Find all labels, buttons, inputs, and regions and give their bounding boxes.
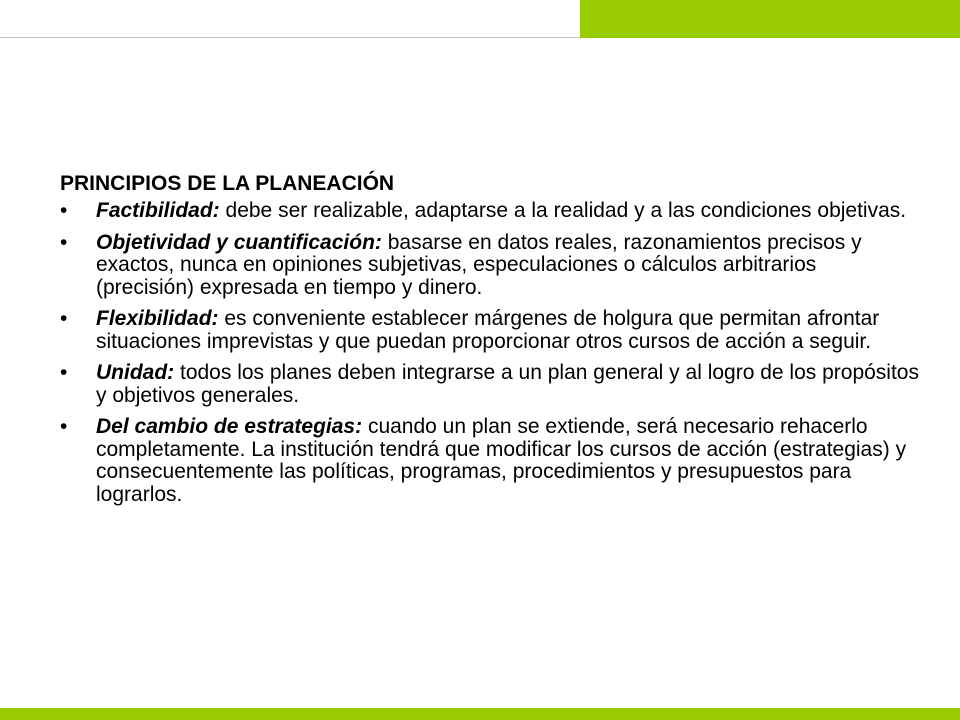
bottom-accent-bar	[0, 708, 960, 720]
bullet-icon: •	[60, 230, 68, 254]
principle-term: Del cambio de estrategias:	[96, 415, 363, 438]
list-item-cambio-estrategias	[60, 416, 920, 506]
list-item-unidad	[60, 362, 920, 407]
principle-term: Objetividad y cuantificación:	[96, 230, 382, 254]
principles-list	[60, 200, 920, 506]
slide-content	[60, 170, 920, 515]
bullet-icon: •	[60, 361, 68, 384]
list-item-flexibilidad	[60, 308, 920, 353]
principle-term: Flexibilidad:	[96, 307, 219, 330]
top-divider-line	[0, 37, 580, 38]
slide-title: PRINCIPIOS DE LA PLANEACIÓN	[60, 172, 395, 195]
list-item-factibilidad	[60, 200, 920, 223]
principle-text: basarse en datos reales, razonamientos precisos y exactos, nunca en opiniones subjetivas, especulaciones o cálculos arbitrarios (precisión) expresada en tiempo y dinero.	[96, 230, 862, 299]
bullet-icon: •	[60, 415, 68, 438]
top-accent-bar	[580, 0, 960, 38]
bullet-icon: •	[60, 307, 68, 330]
list-item-objetividad	[60, 232, 920, 300]
principle-term: Factibilidad:	[96, 199, 220, 222]
principle-text: todos los planes deben integrarse a un plan general y al logro de los propósitos y objetivos generales.	[96, 361, 919, 407]
bullet-icon: •	[60, 199, 68, 222]
principle-text: cuando un plan se extiende, será necesario rehacerlo completamente. La institución tendrá que modificar los cursos de acción (estrategias) y consecuentemente las políticas, programas, procedimientos y presupuestos para lograrlos.	[96, 415, 907, 506]
principle-text: debe ser realizable, adaptarse a la realidad y a las condiciones objetivas.	[219, 199, 907, 222]
principle-text: es conveniente establecer márgenes de holgura que permitan afrontar situaciones imprevistas y que puedan proporcionar otros cursos de acción a seguir.	[96, 307, 880, 353]
principle-term: Unidad:	[96, 361, 175, 384]
